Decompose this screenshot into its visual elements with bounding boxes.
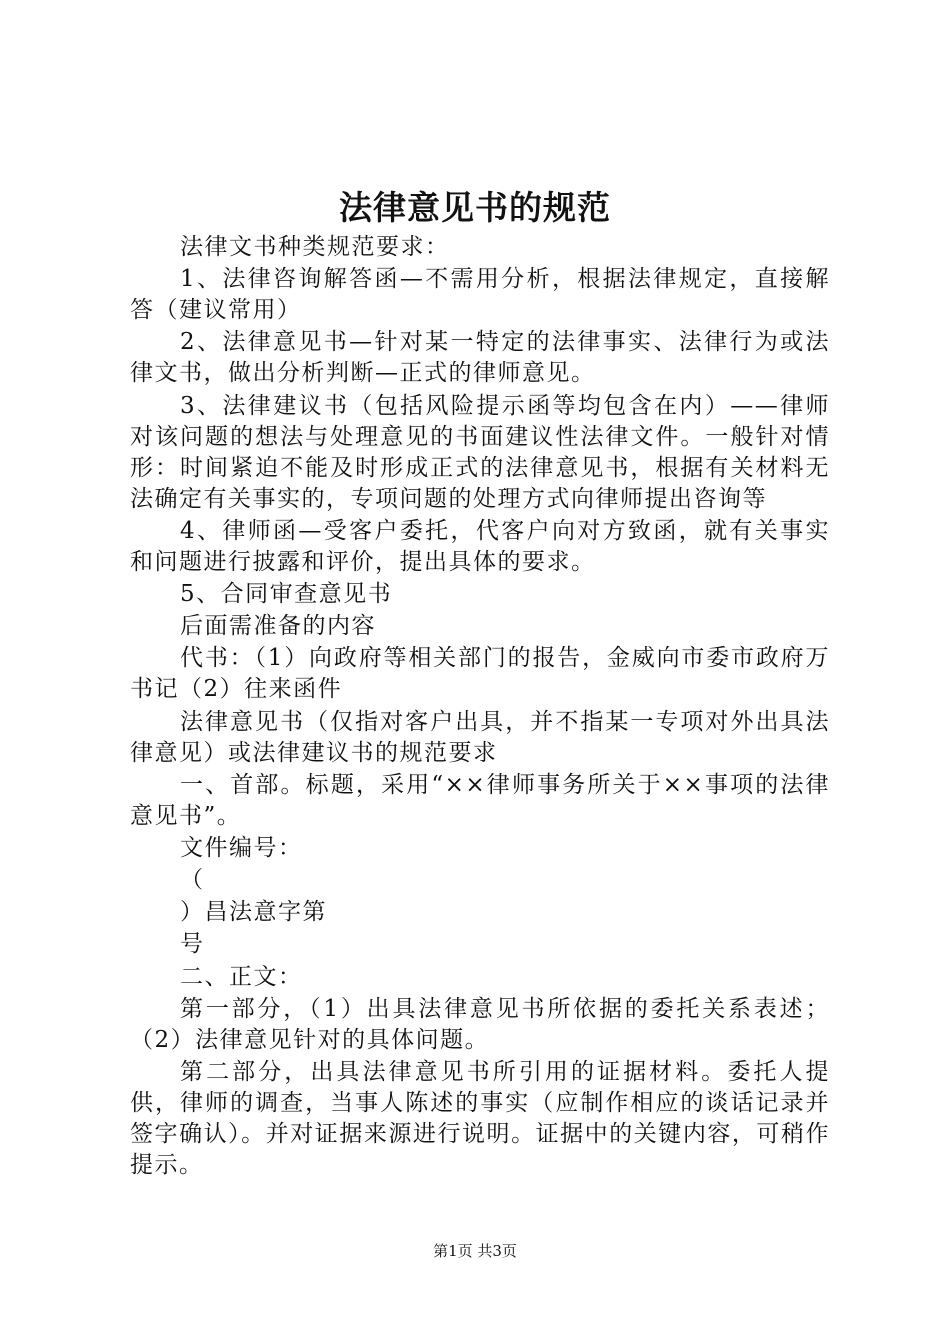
paragraph-open-paren: （ — [180, 867, 205, 894]
paragraph-item-3: 3、法律建议书（包括风险提示函等均包含在内）——律师对该问题的想法与处理意见的书面建议性法律文件。一般针对情形：时间紧迫不能及时形成正式的法律意见书，根据有关材料无法确定有关事实的，专项问题的处理方式向律师提出咨询等 — [130, 392, 830, 512]
paragraph-file-number: 文件编号： — [180, 834, 303, 861]
paragraph-ghostwriting: 代书：（1）向政府等相关部门的报告，金威向市委市政府万书记（2）往来函件 — [130, 645, 830, 703]
paragraph-types-heading: 法律文书种类规范要求： — [180, 234, 450, 260]
paragraph-item-5: 5、合同审查意见书 — [180, 580, 393, 607]
paragraph-item-1: 1、法律咨询解答函—不需用分析，根据法律规定，直接解答（建议常用） — [130, 266, 830, 324]
paragraph-section-head: 一、首部。标题，采用“××律师事务所关于××事项的法律意见书”。 — [130, 771, 830, 829]
document-body — [130, 232, 830, 1182]
paragraph-spec-requirements: 法律意见书（仅指对客户出具，并不指某一专项对外出具法律意见）或法律建议书的规范要求 — [130, 708, 830, 766]
paragraph-prep-heading: 后面需准备的内容 — [180, 613, 376, 640]
document-title: 法律意见书的规范 — [339, 188, 611, 227]
paragraph-number-prefix: ）昌法意字第 — [180, 899, 327, 926]
paragraph-item-2: 2、法律意见书—针对某一特定的法律事实、法律行为或法律文书，做出分析判断—正式的律师意见。 — [130, 329, 830, 387]
paragraph-part-two: 第二部分，出具法律意见书所引用的证据材料。委托人提供，律师的调查，当事人陈述的事实（应制作相应的谈话记录并签字确认）。并对证据来源进行说明。证据中的关键内容，可稍作提示。 — [130, 1059, 830, 1178]
paragraph-number-suffix: 号 — [180, 931, 205, 958]
paragraph-part-one: 第一部分，（1）出具法律意见书所依据的委托关系表述；（2）法律意见针对的具体问题。 — [130, 995, 830, 1053]
page-footer: 第1页 共3页 — [433, 1242, 517, 1260]
paragraph-section-body: 二、正文： — [180, 963, 303, 990]
paragraph-item-4: 4、律师函—受客户委托，代客户向对方致函，就有关事实和问题进行披露和评价，提出具体的要求。 — [130, 517, 830, 575]
